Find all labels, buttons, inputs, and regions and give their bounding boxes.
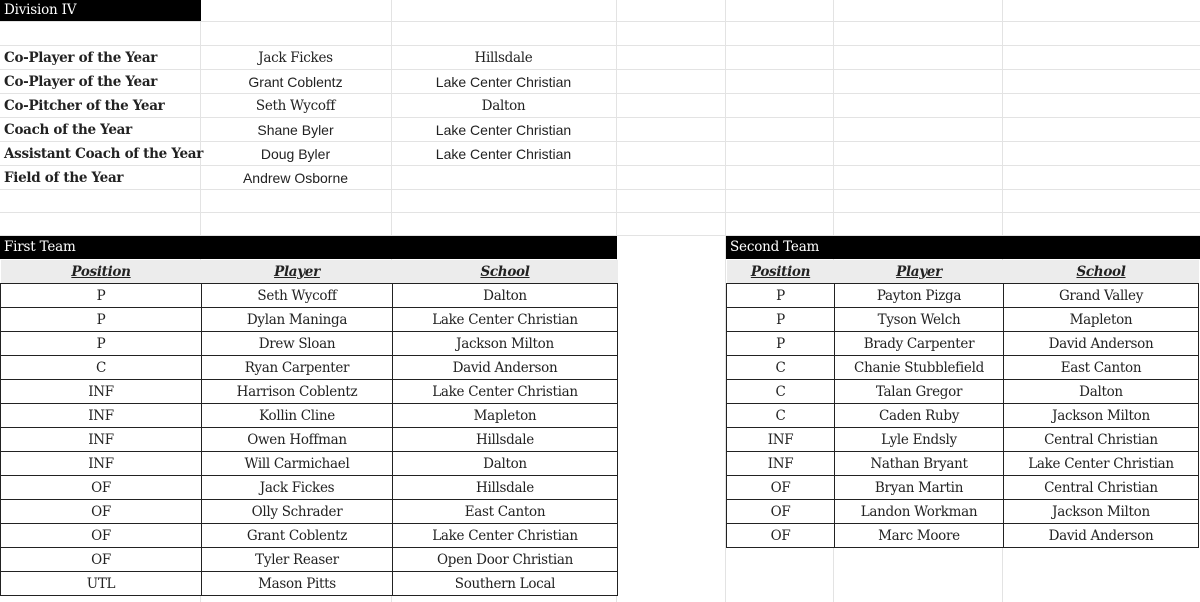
cell-player: Chanie Stubblefield	[835, 356, 1004, 380]
second-team-header-row	[727, 260, 1199, 284]
award-row	[0, 46, 616, 70]
cell-player: Owen Hoffman	[202, 428, 393, 452]
first-team-title: First Team	[4, 239, 76, 255]
table-row	[727, 380, 1199, 404]
award-recipient: Seth Wycoff	[255, 98, 336, 114]
award-school: Dalton	[481, 98, 526, 114]
award-title: Co-Player of the Year	[4, 74, 158, 90]
cell-player: Dylan Maninga	[202, 308, 393, 332]
award-title: Assistant Coach of the Year	[4, 146, 204, 162]
award-title: Co-Player of the Year	[4, 50, 158, 66]
table-row	[1, 404, 618, 428]
cell-player: Lyle Endsly	[835, 428, 1004, 452]
cell-position: INF	[727, 452, 835, 476]
cell-player: Marc Moore	[835, 524, 1004, 548]
cell-school: Lake Center Christian	[393, 380, 618, 404]
award-recipient: Grant Coblentz	[248, 74, 343, 90]
cell-school: Jackson Milton	[1004, 500, 1199, 524]
cell-player: Landon Workman	[835, 500, 1004, 524]
first-team-table	[0, 260, 618, 596]
award-recipient: Doug Byler	[260, 146, 331, 162]
cell-player: Nathan Bryant	[835, 452, 1004, 476]
division-title: Division IV	[4, 2, 77, 18]
cell-player: Tyler Reaser	[202, 548, 393, 572]
table-row	[727, 404, 1199, 428]
cell-school: Open Door Christian	[393, 548, 618, 572]
cell-position: INF	[1, 380, 202, 404]
table-row	[1, 356, 618, 380]
cell-position: OF	[1, 476, 202, 500]
cell-position: OF	[727, 500, 835, 524]
table-row	[727, 332, 1199, 356]
cell-position: C	[1, 356, 202, 380]
cell-position: P	[1, 284, 202, 308]
cell-position: OF	[727, 524, 835, 548]
cell-position: P	[1, 308, 202, 332]
cell-school: Lake Center Christian	[393, 308, 618, 332]
cell-player: Kollin Cline	[202, 404, 393, 428]
award-row	[0, 142, 616, 166]
cell-position: C	[727, 356, 835, 380]
cell-position: INF	[727, 428, 835, 452]
table-row	[1, 476, 618, 500]
table-row	[727, 500, 1199, 524]
cell-position: OF	[1, 500, 202, 524]
cell-player: Seth Wycoff	[202, 284, 393, 308]
cell-position: OF	[1, 548, 202, 572]
cell-school: Lake Center Christian	[393, 524, 618, 548]
table-row	[1, 548, 618, 572]
table-row	[1, 524, 618, 548]
table-row	[1, 452, 618, 476]
cell-school: Mapleton	[393, 404, 618, 428]
cell-position: INF	[1, 428, 202, 452]
cell-position: P	[727, 332, 835, 356]
column-header-player: Player	[835, 260, 1004, 284]
cell-player: Harrison Coblentz	[202, 380, 393, 404]
award-school: Lake Center Christian	[435, 146, 572, 162]
cell-school: Jackson Milton	[1004, 404, 1199, 428]
cell-player: Will Carmichael	[202, 452, 393, 476]
first-team-header-row	[1, 260, 618, 284]
cell-position: P	[1, 332, 202, 356]
second-team-table	[726, 260, 1199, 548]
table-row	[727, 452, 1199, 476]
cell-position: C	[727, 404, 835, 428]
cell-position: UTL	[1, 572, 202, 596]
cell-school: Jackson Milton	[393, 332, 618, 356]
table-row	[727, 524, 1199, 548]
cell-player: Olly Schrader	[202, 500, 393, 524]
cell-school: East Canton	[1004, 356, 1199, 380]
table-row	[727, 284, 1199, 308]
cell-player: Talan Gregor	[835, 380, 1004, 404]
cell-player: Brady Carpenter	[835, 332, 1004, 356]
cell-player: Tyson Welch	[835, 308, 1004, 332]
cell-player: Payton Pizga	[835, 284, 1004, 308]
column-header-school: School	[393, 260, 618, 284]
table-row	[1, 284, 618, 308]
cell-player: Jack Fickes	[202, 476, 393, 500]
award-recipient: Shane Byler	[257, 122, 334, 138]
cell-school: Lake Center Christian	[1004, 452, 1199, 476]
award-title: Coach of the Year	[4, 122, 132, 138]
column-header-school: School	[1004, 260, 1199, 284]
second-team-header	[726, 236, 1200, 259]
cell-school: Dalton	[393, 284, 618, 308]
cell-position: OF	[727, 476, 835, 500]
award-recipient: Jack Fickes	[258, 50, 333, 66]
cell-position: C	[727, 380, 835, 404]
cell-position: OF	[1, 524, 202, 548]
cell-player: Grant Coblentz	[202, 524, 393, 548]
table-row	[1, 380, 618, 404]
cell-player: Caden Ruby	[835, 404, 1004, 428]
cell-school: Central Christian	[1004, 476, 1199, 500]
award-row	[0, 70, 616, 94]
cell-school: East Canton	[393, 500, 618, 524]
column-header-player: Player	[202, 260, 393, 284]
cell-school: David Anderson	[1004, 524, 1199, 548]
award-school: Lake Center Christian	[435, 74, 572, 90]
second-team-title: Second Team	[730, 239, 820, 255]
table-row	[1, 332, 618, 356]
table-row	[1, 428, 618, 452]
cell-school: Grand Valley	[1004, 284, 1199, 308]
cell-player: Bryan Martin	[835, 476, 1004, 500]
cell-player: Mason Pitts	[202, 572, 393, 596]
cell-position: INF	[1, 452, 202, 476]
cell-school: Dalton	[393, 452, 618, 476]
table-row	[727, 476, 1199, 500]
cell-school: Central Christian	[1004, 428, 1199, 452]
cell-school: Hillsdale	[393, 428, 618, 452]
division-header	[0, 0, 201, 21]
table-row	[1, 308, 618, 332]
table-row	[727, 308, 1199, 332]
cell-school: Dalton	[1004, 380, 1199, 404]
table-row	[1, 500, 618, 524]
award-school: Lake Center Christian	[435, 122, 572, 138]
award-recipient: Andrew Osborne	[242, 170, 349, 186]
award-row	[0, 118, 616, 142]
award-school: Hillsdale	[474, 50, 533, 66]
cell-school: David Anderson	[1004, 332, 1199, 356]
award-title: Field of the Year	[4, 170, 124, 186]
cell-position: INF	[1, 404, 202, 428]
first-team-header	[0, 236, 617, 259]
table-row	[727, 428, 1199, 452]
award-row	[0, 94, 616, 118]
table-row	[1, 572, 618, 596]
cell-school: David Anderson	[393, 356, 618, 380]
cell-player: Ryan Carpenter	[202, 356, 393, 380]
award-row	[0, 166, 616, 190]
cell-player: Drew Sloan	[202, 332, 393, 356]
cell-position: P	[727, 308, 835, 332]
cell-school: Southern Local	[393, 572, 618, 596]
cell-position: P	[727, 284, 835, 308]
column-header-position: Position	[727, 260, 835, 284]
award-title: Co-Pitcher of the Year	[4, 98, 165, 114]
cell-school: Mapleton	[1004, 308, 1199, 332]
column-header-position: Position	[1, 260, 202, 284]
table-row	[727, 356, 1199, 380]
cell-school: Hillsdale	[393, 476, 618, 500]
